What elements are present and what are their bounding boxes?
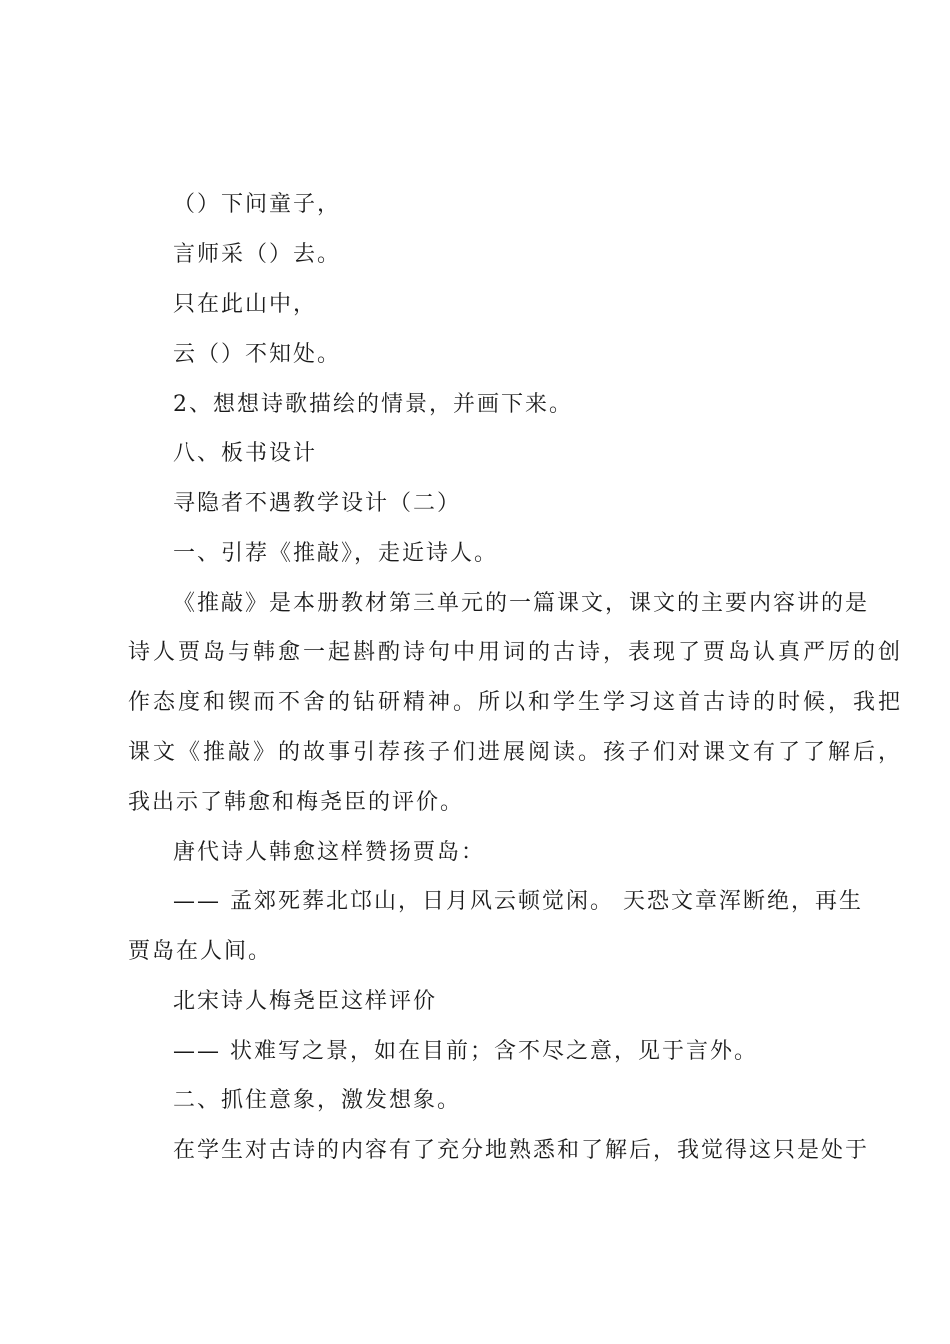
section-heading-board-design: 八、板书设计: [173, 441, 318, 466]
paragraph-line: 我出示了韩愈和梅尧臣的评价。: [128, 790, 465, 815]
document-subtitle: 寻隐者不遇教学设计（二）: [173, 491, 462, 516]
poem-line-1: （）下问童子，: [173, 192, 342, 217]
section-heading-2: 二、抓住意象，激发想象。: [173, 1088, 462, 1113]
quote-line: —— 孟郊死葬北邙山，日月风云顿觉闲。 天恐文章浑断绝，再生: [173, 889, 863, 914]
paragraph-line: 诗人贾岛与韩愈一起斟酌诗句中用词的古诗，表现了贾岛认真严厉的创: [128, 640, 904, 665]
poem-line-2: 言师采（）去。: [173, 242, 342, 267]
quote-intro: 北宋诗人梅尧臣这样评价: [173, 989, 438, 1014]
paragraph-line: 作态度和锲而不舍的钻研精神。所以和学生学习这首古诗的时候，我把: [128, 690, 904, 715]
paragraph-line: 在学生对古诗的内容有了充分地熟悉和了解后，我觉得这只是处于: [173, 1138, 870, 1163]
exercise-item: 2、想想诗歌描绘的情景，并画下来。: [173, 392, 573, 417]
paragraph-line: 《推敲》是本册教材第三单元的一篇课文，课文的主要内容讲的是: [173, 591, 870, 616]
quote-line: —— 状难写之景，如在目前；含不尽之意，见于言外。: [173, 1039, 758, 1064]
section-heading-1: 一、引荐《推敲》，走近诗人。: [173, 541, 499, 566]
poem-line-3: 只在此山中，: [173, 292, 318, 317]
paragraph-line: 课文《推敲》的故事引荐孩子们进展阅读。孩子们对课文有了了解后，: [128, 740, 904, 765]
quote-line: 贾岛在人间。: [128, 939, 273, 964]
poem-line-4: 云（）不知处。: [173, 342, 342, 367]
quote-intro: 唐代诗人韩愈这样赞扬贾岛：: [173, 840, 486, 865]
